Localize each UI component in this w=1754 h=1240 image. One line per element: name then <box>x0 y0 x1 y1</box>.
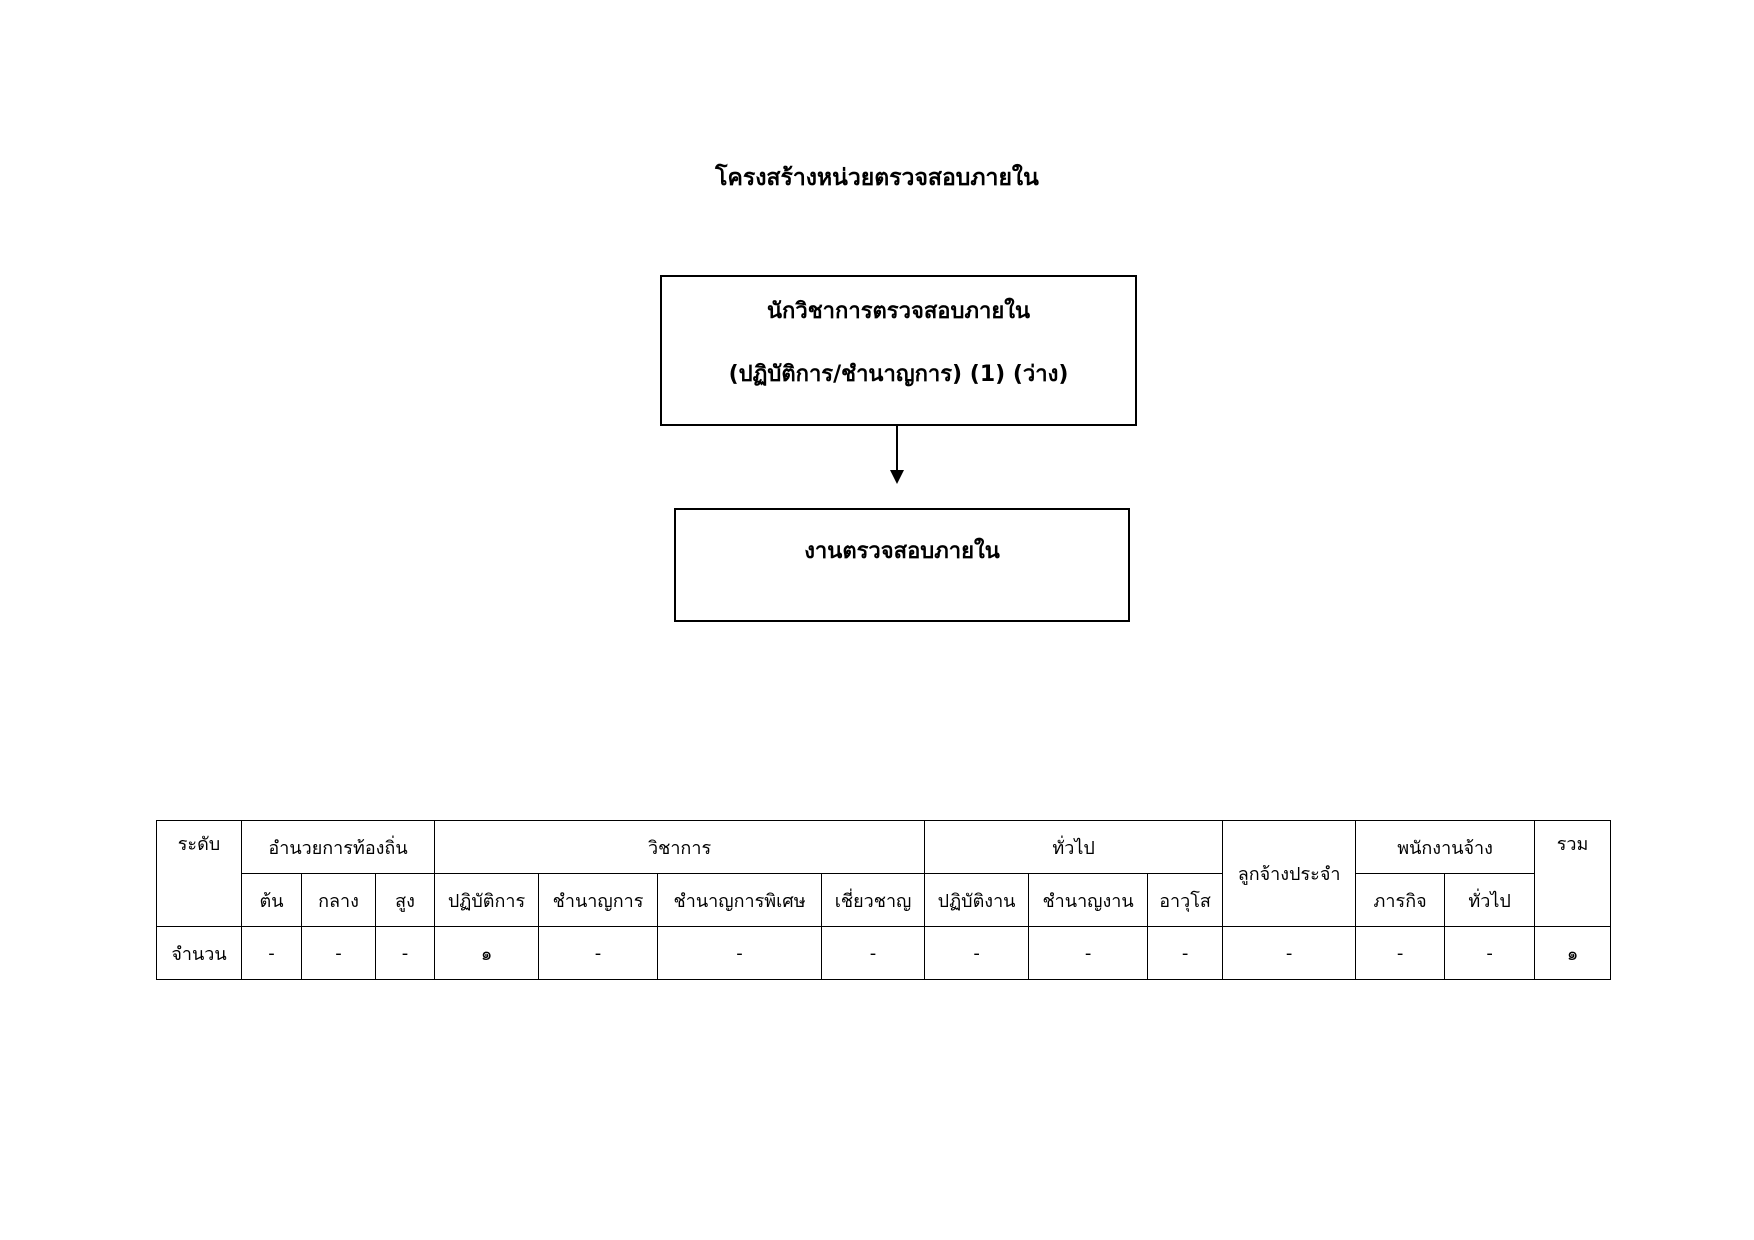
table-cell: - <box>376 927 435 980</box>
subheader-local-admin-junior: ต้น <box>242 874 302 927</box>
subheader-general-operational: ปฏิบัติงาน <box>925 874 1029 927</box>
subheader-academic-professional: ชำนาญการ <box>539 874 658 927</box>
org-box-audit-work <box>674 508 1130 622</box>
org-box-position-detail: (ปฏิบัติการ/ชำนาญการ) (1) (ว่าง) <box>728 362 1069 387</box>
header-contract-staff: พนักงานจ้าง <box>1356 821 1535 874</box>
table-cell: - <box>658 927 822 980</box>
row-label-count: จำนวน <box>157 927 242 980</box>
subheader-general-senior: อาวุโส <box>1148 874 1223 927</box>
table-row <box>157 927 1611 980</box>
subheader-local-admin-middle: กลาง <box>302 874 376 927</box>
header-level: ระดับ <box>157 821 242 927</box>
org-box-position-title: นักวิชาการตรวจสอบภายใน <box>767 299 1030 324</box>
page-title: โครงสร้างหน่วยตรวจสอบภายใน <box>715 165 1039 191</box>
table-cell: - <box>1148 927 1223 980</box>
table-header-row-groups <box>157 821 1611 874</box>
subheader-local-admin-senior: สูง <box>376 874 435 927</box>
table-cell: - <box>925 927 1029 980</box>
header-local-admin: อำนวยการท้องถิ่น <box>242 821 435 874</box>
subheader-academic-practitioner: ปฏิบัติการ <box>435 874 539 927</box>
subheader-academic-expert: เชี่ยวชาญ <box>822 874 925 927</box>
table-cell-total: ๑ <box>1535 927 1611 980</box>
subheader-general-experienced: ชำนาญงาน <box>1029 874 1148 927</box>
table-cell: - <box>242 927 302 980</box>
header-academic: วิชาการ <box>435 821 925 874</box>
table-cell: - <box>822 927 925 980</box>
header-general: ทั่วไป <box>925 821 1223 874</box>
header-total: รวม <box>1535 821 1611 927</box>
subheader-contract-mission: ภารกิจ <box>1356 874 1445 927</box>
subheader-academic-senior-professional: ชำนาญการพิเศษ <box>658 874 822 927</box>
table-cell: - <box>539 927 658 980</box>
table-cell: ๑ <box>435 927 539 980</box>
table-header-row-subgroups <box>157 874 1611 927</box>
table-cell: - <box>1029 927 1148 980</box>
subheader-contract-general: ทั่วไป <box>1445 874 1535 927</box>
org-box-unit-title: งานตรวจสอบภายใน <box>804 539 1000 564</box>
table-cell: - <box>1356 927 1445 980</box>
table-cell: - <box>302 927 376 980</box>
staff-count-table <box>156 820 1611 980</box>
header-permanent-employee: ลูกจ้างประจำ <box>1223 821 1356 927</box>
arrow-head-icon <box>890 470 904 484</box>
table-cell: - <box>1445 927 1535 980</box>
table-cell: - <box>1223 927 1356 980</box>
